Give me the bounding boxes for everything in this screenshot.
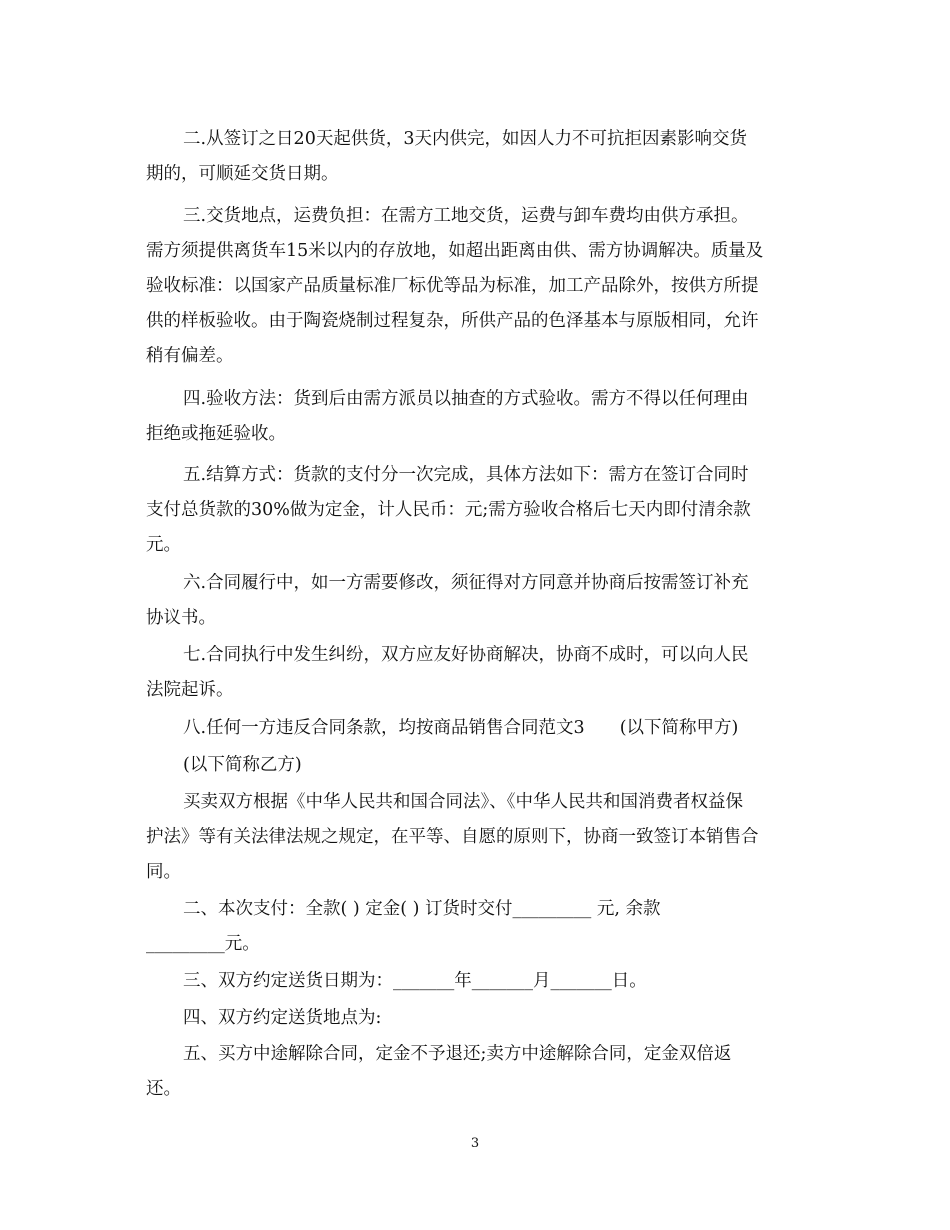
text-line: 五、买方中途解除合同，定金不予退还;卖方中途解除合同，定金双倍返	[183, 1044, 732, 1064]
text-line: _________元。	[146, 934, 260, 954]
text-line: 五.结算方式：货款的支付分一次完成，具体方法如下：需方在签订合同时	[183, 465, 749, 485]
text-line: 二.从签订之日20天起供货，3天内供完，如因人力不可抗拒因素影响交货	[183, 129, 747, 149]
paragraph-party-b	[146, 748, 816, 783]
text-line: 协议书。	[146, 608, 216, 628]
text-line: 二、本次支付：全款( ) 定金( ) 订货时交付_________ 元, 余款	[183, 899, 661, 919]
text-line: 四.验收方法：货到后由需方派员以抽查的方式验收。需方不得以任何理由	[183, 389, 749, 409]
text-line: 期的，可顺延交货日期。	[146, 164, 339, 184]
text-line: 七.合同执行中发生纠纷，双方应友好协商解决，协商不成时，可以向人民	[183, 645, 749, 665]
text-line: 稍有偏差。	[146, 346, 234, 366]
text-line: 供的样板验收。由于陶瓷烧制过程复杂，所供产品的色泽基本与原版相同，允许	[146, 311, 759, 331]
text-line: 八.任何一方违反合同条款，均按商品销售合同范文3 (以下简称甲方)	[183, 718, 739, 738]
text-line: 四、双方约定送货地点为:	[183, 1008, 382, 1028]
paragraph-dispute	[146, 638, 816, 708]
text-line: 三.交货地点，运费负担：在需方工地交货，运费与卸车费均由供方承担。	[183, 206, 749, 226]
text-line: 支付总货款的30%做为定金，计人民币：元;需方验收合格后七天内即付清余款	[146, 500, 751, 520]
paragraph-inspection-method	[146, 382, 816, 452]
text-line: 法院起诉。	[146, 680, 234, 700]
paragraph-termination	[146, 1037, 816, 1107]
paragraph-modification	[146, 566, 816, 636]
paragraph-delivery-date	[146, 964, 816, 999]
text-line: 买卖双方根据《中华人民共和国合同法》、《中华人民共和国消费者权益保	[183, 792, 743, 812]
paragraph-settlement	[146, 458, 816, 563]
text-line: 需方须提供离货车15米以内的存放地，如超出距离由供、需方协调解决。质量及	[146, 241, 764, 261]
paragraph-legal-basis	[146, 785, 816, 890]
text-line: (以下简称乙方)	[183, 755, 302, 775]
paragraph-payment	[146, 892, 816, 962]
text-line: 护法》等有关法律法规之规定，在平等、自愿的原则下，协商一致签订本销售合	[146, 827, 759, 847]
text-line: 六.合同履行中，如一方需要修改，须征得对方同意并协商后按需签订补充	[183, 573, 749, 593]
text-line: 同。	[146, 862, 181, 882]
text-line: 验收标准：以国家产品质量标准厂标优等品为标准，加工产品除外，按供方所提	[146, 276, 759, 296]
paragraph-breach	[146, 711, 816, 746]
paragraph-supply-period	[146, 122, 816, 192]
text-line: 三、双方约定送货日期为：_______年_______月_______日。	[183, 971, 647, 991]
text-line: 拒绝或拖延验收。	[146, 424, 286, 444]
text-line: 元。	[146, 535, 181, 555]
page-number: 3	[470, 1136, 480, 1151]
text-line: 还。	[146, 1079, 181, 1099]
paragraph-delivery-place	[146, 1001, 816, 1036]
paragraph-delivery-location	[146, 199, 816, 374]
